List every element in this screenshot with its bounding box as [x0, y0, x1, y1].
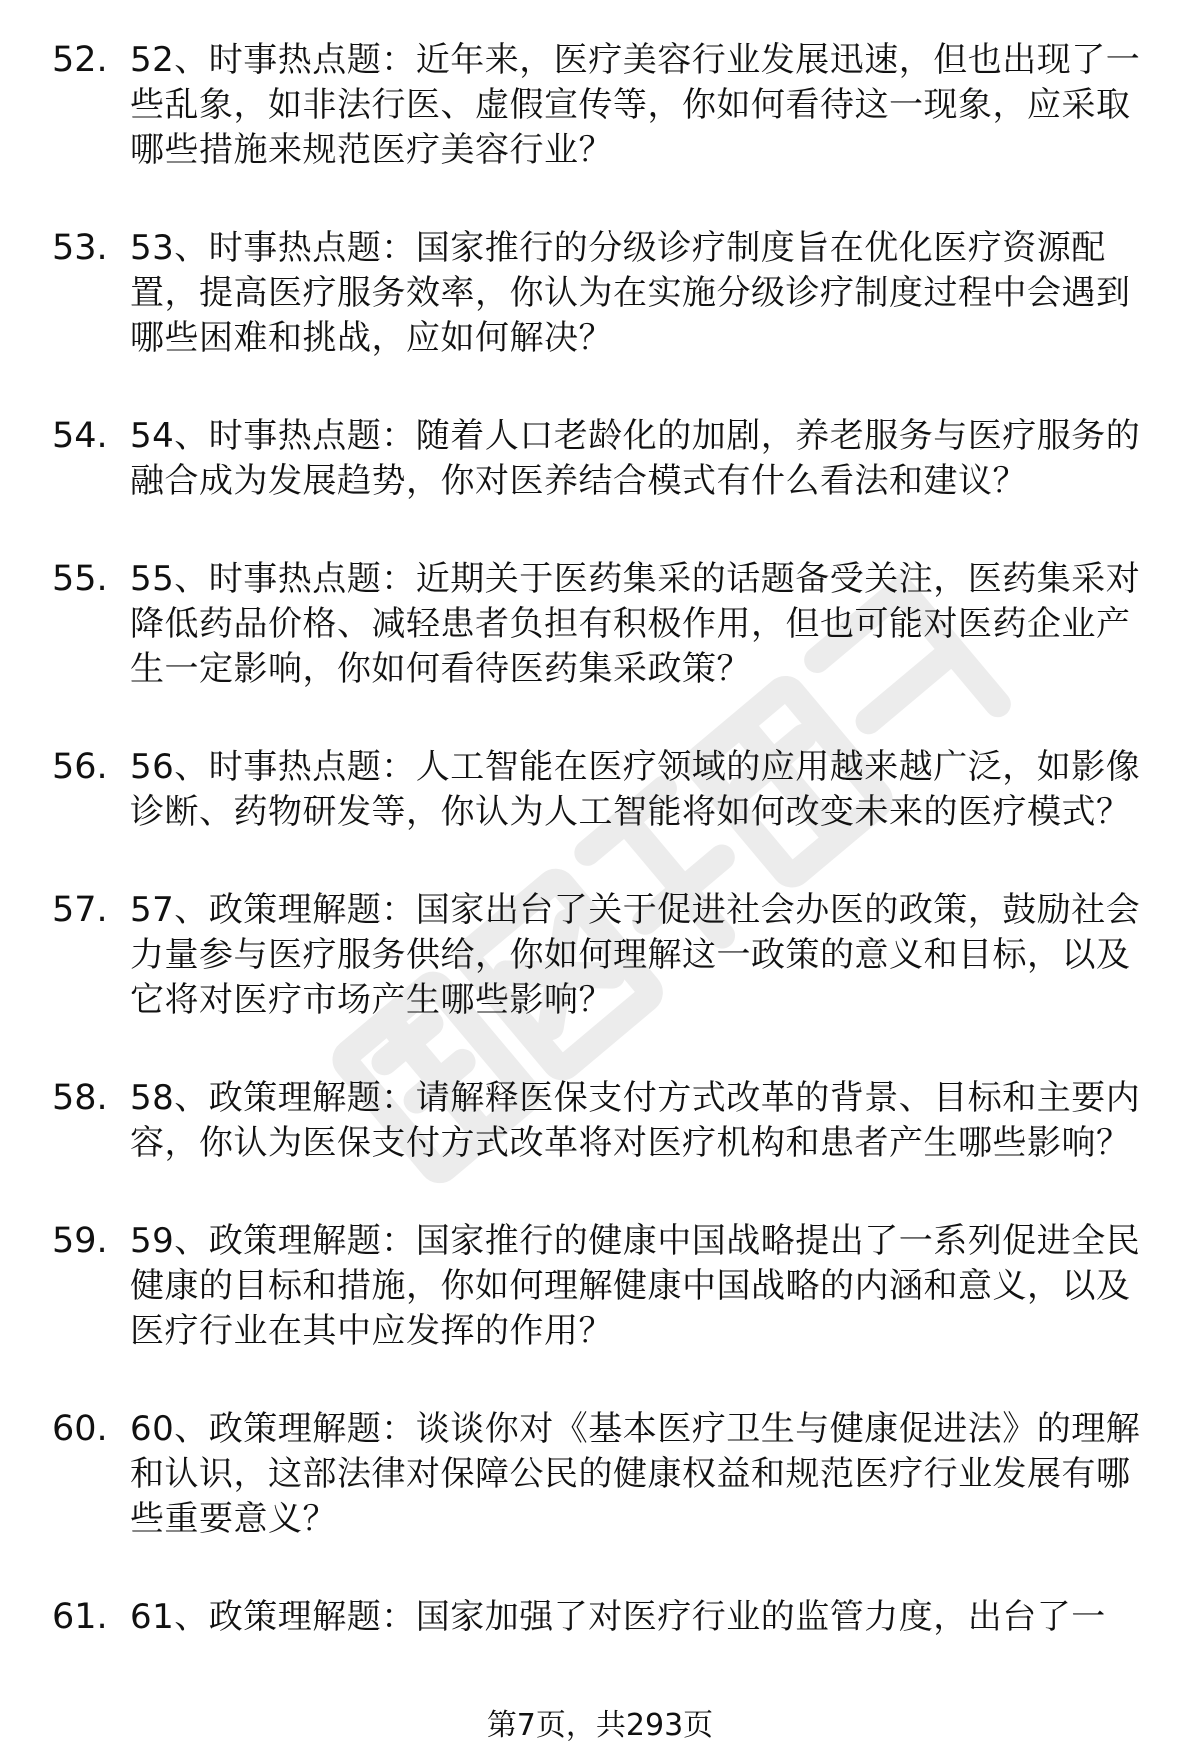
- question-item: [52, 557, 1162, 692]
- question-number: 61.: [52, 1597, 108, 1637]
- question-text: 60、政策理解题：谈谈你对《基本医疗卫生与健康促进法》的理解和认识，这部法律对保障公民的健康权益和规范医疗行业发展有哪些重要意义？: [130, 1409, 1141, 1539]
- page-footer: [0, 1706, 1200, 1746]
- question-number: 56.: [52, 747, 108, 787]
- question-number: 53.: [52, 228, 108, 268]
- question-item: [52, 226, 1162, 361]
- question-item: [52, 888, 1162, 1023]
- question-text: 55、时事热点题：近期关于医药集采的话题备受关注，医药集采对降低药品价格、减轻患者负担有积极作用，但也可能对医药企业产生一定影响，你如何看待医药集采政策？: [130, 559, 1141, 689]
- question-text: 58、政策理解题：请解释医保支付方式改革的背景、目标和主要内容，你认为医保支付方式改革将对医疗机构和患者产生哪些影响？: [130, 1078, 1141, 1163]
- question-text: 56、时事热点题：人工智能在医疗领域的应用越来越广泛，如影像诊断、药物研发等，你认为人工智能将如何改变未来的医疗模式？: [130, 747, 1141, 832]
- question-number: 60.: [52, 1409, 108, 1449]
- question-list: [52, 38, 1162, 1693]
- question-item: [52, 414, 1162, 504]
- question-text: 59、政策理解题：国家推行的健康中国战略提出了一系列促进全民健康的目标和措施，你如何理解健康中国战略的内涵和意义，以及医疗行业在其中应发挥的作用？: [130, 1221, 1141, 1351]
- question-number: 59.: [52, 1221, 108, 1261]
- question-item: [52, 745, 1162, 835]
- question-number: 58.: [52, 1078, 108, 1118]
- question-number: 52.: [52, 40, 108, 80]
- question-text: 53、时事热点题：国家推行的分级诊疗制度旨在优化医疗资源配置，提高医疗服务效率，你认为在实施分级诊疗制度过程中会遇到哪些困难和挑战，应如何解决？: [130, 228, 1131, 358]
- question-number: 57.: [52, 890, 108, 930]
- question-item: [52, 38, 1162, 173]
- question-text: 61、政策理解题：国家加强了对医疗行业的监管力度，出台了一: [130, 1597, 1106, 1637]
- question-text: 54、时事热点题：随着人口老龄化的加剧，养老服务与医疗服务的融合成为发展趋势，你对医养结合模式有什么看法和建议？: [130, 416, 1141, 501]
- question-item: [52, 1219, 1162, 1354]
- question-item: [52, 1076, 1162, 1166]
- question-item: [52, 1595, 1162, 1640]
- page-number-label: 第7页，共293页: [486, 1708, 714, 1743]
- question-item: [52, 1407, 1162, 1542]
- question-text: 57、政策理解题：国家出台了关于促进社会办医的政策，鼓励社会力量参与医疗服务供给，你如何理解这一政策的意义和目标，以及它将对医疗市场产生哪些影响？: [130, 890, 1141, 1020]
- question-text: 52、时事热点题：近年来，医疗美容行业发展迅速，但也出现了一些乱象，如非法行医、虚假宣传等，你如何看待这一现象，应采取哪些措施来规范医疗美容行业？: [130, 40, 1141, 170]
- question-number: 54.: [52, 416, 108, 456]
- question-number: 55.: [52, 559, 108, 599]
